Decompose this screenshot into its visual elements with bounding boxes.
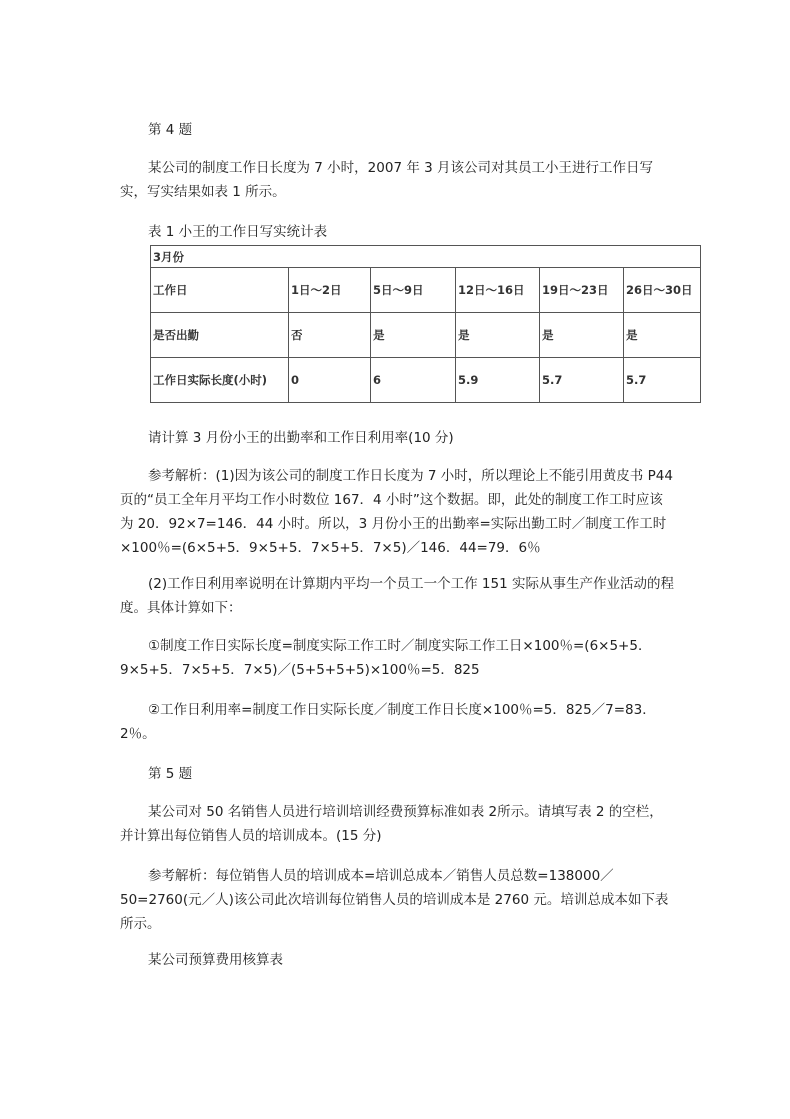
question-4-answer-4: ②工作日利用率=制度工作日实际长度／制度工作日长度×100％=5．825／7=83．2％。 [120, 702, 656, 742]
cell: 是 [624, 313, 701, 358]
cell: 26日～30日 [624, 268, 701, 313]
table-header: 3月份 [151, 246, 701, 268]
question-4-question: 请计算 3 月份小王的出勤率和工作日利用率(10 分) [148, 430, 454, 446]
cell: 0 [289, 358, 371, 403]
question-4-intro: 某公司的制度工作日长度为 7 小时，2007 年 3 月该公司对其员工小王进行工作日写实，写实结果如表 1 所示。 [120, 160, 653, 200]
question-4-title: 第 4 题 [148, 122, 193, 138]
question-5-intro: 某公司对 50 名销售人员进行培训培训经费预算标准如表 2所示。请填写表 2 的空栏，并计算出每位销售人员的培训成本。(15 分) [120, 804, 663, 844]
table-caption: 表 1 小王的工作日写实统计表 [148, 224, 328, 240]
cell: 19日～23日 [540, 268, 624, 313]
question-4-answer-2: (2)工作日利用率说明在计算期内平均一个员工一个工作 151 实际从事生产作业活动的程度。具体计算如下： [120, 576, 674, 616]
cell: 12日～16日 [456, 268, 540, 313]
cell: 是 [540, 313, 624, 358]
cell: 5.7 [540, 358, 624, 403]
cell: 5.9 [456, 358, 540, 403]
cell: 5日～9日 [371, 268, 456, 313]
cell: 否 [289, 313, 371, 358]
cell: 6 [371, 358, 456, 403]
cell: 5.7 [624, 358, 701, 403]
attendance-table [150, 245, 701, 403]
cell: 是 [371, 313, 456, 358]
cell: 工作日 [151, 268, 289, 313]
cell: 是 [456, 313, 540, 358]
cell: 1日～2日 [289, 268, 371, 313]
table-row [151, 268, 701, 313]
question-4-answer-3: ①制度工作日实际长度=制度实际工作工时／制度实际工作工日×100％=(6×5+5．9×5+5．7×5+5．7×5)／(5+5+5+5)×100％=5．825 [120, 638, 652, 678]
table-row [151, 313, 701, 358]
cell: 是否出勤 [151, 313, 289, 358]
question-5-table-caption: 某公司预算费用核算表 [148, 952, 283, 968]
question-5-title: 第 5 题 [148, 766, 193, 782]
question-4-answer-1: 参考解析：(1)因为该公司的制度工作日长度为 7 小时，所以理论上不能引用黄皮书 P44 页的“员工全年月平均工作小时数位 167．4 小时”这个数据。即，此处的制度工作工时应该为 20．92×7=146．44 小时。所以，3 月份小王的出勤率=实际出勤工时／制度工作工时×100％=(6×5+5．9×5+5．7×5+5．7×5)／146．44=79．6％ [120, 468, 673, 556]
cell: 工作日实际长度(小时) [151, 358, 289, 403]
question-5-answer: 参考解析：每位销售人员的培训成本=培训总成本／销售人员总数=138000／50=2760(元／人)该公司此次培训每位销售人员的培训成本是 2760 元。培训总成本如下表所示。 [120, 868, 669, 932]
table-row [151, 358, 701, 403]
